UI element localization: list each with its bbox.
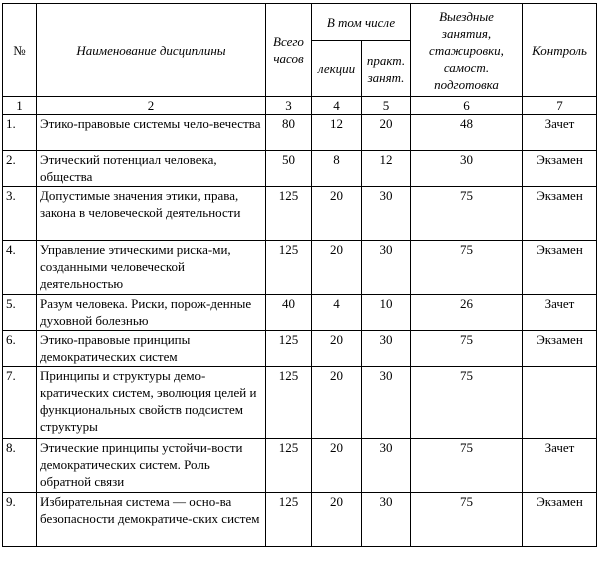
lecture-hours: 20: [312, 367, 362, 439]
total-hours: 125: [266, 493, 312, 547]
column-number: 7: [523, 97, 597, 115]
total-hours: 125: [266, 241, 312, 295]
lecture-hours: 20: [312, 493, 362, 547]
table-row: [3, 151, 597, 187]
row-number: 4.: [3, 241, 37, 295]
table-row: [3, 295, 597, 331]
lecture-hours: 8: [312, 151, 362, 187]
header-control: Контроль: [523, 4, 597, 97]
lecture-hours: 20: [312, 439, 362, 493]
control-type: Экзамен: [523, 151, 597, 187]
field-hours: 75: [411, 493, 523, 547]
discipline-name: Допустимые значения этики, права, закона в человеческой деятельности: [37, 187, 266, 241]
header-lectures: лекции: [312, 41, 362, 97]
lecture-hours: 20: [312, 187, 362, 241]
row-number: 6.: [3, 331, 37, 367]
control-type: Зачет: [523, 295, 597, 331]
header-total-hours: Всего часов: [266, 4, 312, 97]
discipline-name: Этический потенциал человека, общества: [37, 151, 266, 187]
discipline-name: Принципы и структуры демо-кратических систем, эволюция целей и функциональных свойств подсистем структуры: [37, 367, 266, 439]
table-row: [3, 439, 597, 493]
row-number: 5.: [3, 295, 37, 331]
lecture-hours: 12: [312, 115, 362, 151]
field-hours: 75: [411, 331, 523, 367]
row-number: 2.: [3, 151, 37, 187]
table-row: [3, 493, 597, 547]
control-type: [523, 367, 597, 439]
total-hours: 80: [266, 115, 312, 151]
discipline-name: Разум человека. Риски, порож-денные духовной болезнью: [37, 295, 266, 331]
control-type: Экзамен: [523, 187, 597, 241]
practice-hours: 12: [362, 151, 411, 187]
control-type: Экзамен: [523, 331, 597, 367]
header-number: №: [3, 4, 37, 97]
control-type: Зачет: [523, 115, 597, 151]
discipline-name: Этико-правовые системы чело-вечества: [37, 115, 266, 151]
practice-hours: 30: [362, 331, 411, 367]
column-number: 1: [3, 97, 37, 115]
column-number: 3: [266, 97, 312, 115]
practice-hours: 10: [362, 295, 411, 331]
field-hours: 48: [411, 115, 523, 151]
field-hours: 75: [411, 367, 523, 439]
lecture-hours: 20: [312, 241, 362, 295]
total-hours: 40: [266, 295, 312, 331]
total-hours: 125: [266, 331, 312, 367]
discipline-name: Этико-правовые принципы демократических систем: [37, 331, 266, 367]
control-type: Экзамен: [523, 241, 597, 295]
header-practice: практ. занят.: [362, 41, 411, 97]
practice-hours: 20: [362, 115, 411, 151]
table-row: [3, 115, 597, 151]
practice-hours: 30: [362, 241, 411, 295]
discipline-name: Этические принципы устойчи-вости демократических систем. Роль обратной связи: [37, 439, 266, 493]
field-hours: 26: [411, 295, 523, 331]
lecture-hours: 20: [312, 331, 362, 367]
row-number: 3.: [3, 187, 37, 241]
control-type: Зачет: [523, 439, 597, 493]
total-hours: 125: [266, 367, 312, 439]
row-number: 1.: [3, 115, 37, 151]
practice-hours: 30: [362, 187, 411, 241]
curriculum-table: [2, 3, 597, 547]
table-row: [3, 331, 597, 367]
practice-hours: 30: [362, 367, 411, 439]
column-numbers-row: [3, 97, 597, 115]
total-hours: 125: [266, 439, 312, 493]
header-including: В том числе: [312, 4, 411, 41]
field-hours: 75: [411, 439, 523, 493]
practice-hours: 30: [362, 439, 411, 493]
column-number: 6: [411, 97, 523, 115]
lecture-hours: 4: [312, 295, 362, 331]
column-number: 4: [312, 97, 362, 115]
control-type: Экзамен: [523, 493, 597, 547]
table-row: [3, 187, 597, 241]
practice-hours: 30: [362, 493, 411, 547]
header-field-activities: Выездные занятия, стажировки, самост. подготовка: [411, 4, 523, 97]
row-number: 9.: [3, 493, 37, 547]
header-discipline-name: Наименование дисциплины: [37, 4, 266, 97]
column-number: 2: [37, 97, 266, 115]
total-hours: 50: [266, 151, 312, 187]
discipline-name: Избирательная система — осно-ва безопасности демократиче-ских систем: [37, 493, 266, 547]
discipline-name: Управление этическими риска-ми, созданными человеческой деятельностью: [37, 241, 266, 295]
field-hours: 75: [411, 241, 523, 295]
column-number: 5: [362, 97, 411, 115]
row-number: 7.: [3, 367, 37, 439]
table-row: [3, 367, 597, 439]
row-number: 8.: [3, 439, 37, 493]
table-row: [3, 241, 597, 295]
field-hours: 30: [411, 151, 523, 187]
total-hours: 125: [266, 187, 312, 241]
field-hours: 75: [411, 187, 523, 241]
